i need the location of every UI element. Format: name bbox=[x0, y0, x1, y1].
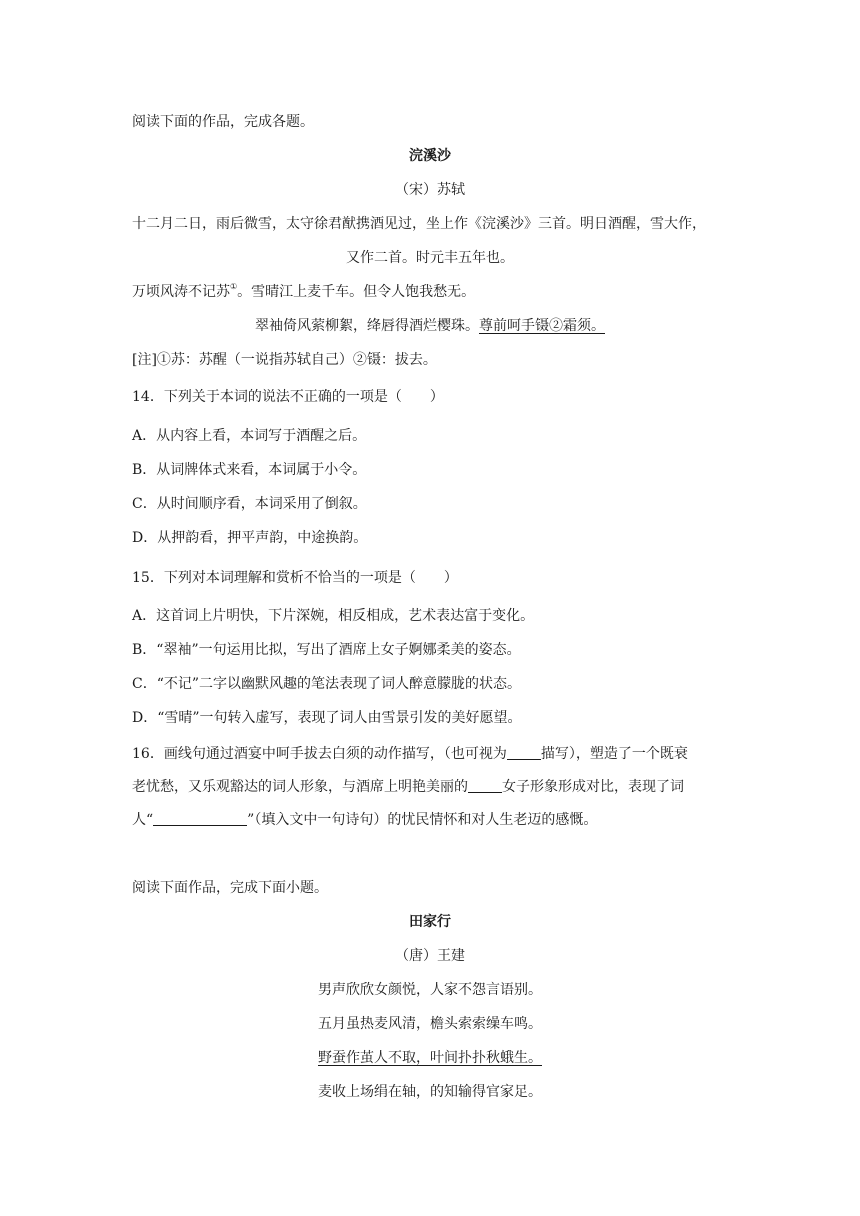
verse-1-rest: 。雪晴江上麦千车。但令人饱我愁无。 bbox=[237, 284, 476, 300]
poem-preface-line-2: 又作二首。时元丰五年也。 bbox=[346, 250, 514, 266]
poem-line-1: 男声欣欣女颜悦，人家不怨言语别。 bbox=[318, 982, 542, 998]
poem-title-2: 田家行 bbox=[409, 914, 451, 930]
q16-text: 16．画线句通过酒宴中呵手拔去白须的动作描写，（也可视为 bbox=[132, 746, 507, 762]
poem-author-2: （唐）王建 bbox=[395, 948, 465, 964]
poem-author-1: （宋）苏轼 bbox=[395, 182, 465, 198]
poem-verse-1 bbox=[132, 282, 475, 302]
footnote-marker-1: ① bbox=[230, 282, 238, 291]
question-16-line-2 bbox=[132, 777, 684, 797]
question-15-option-a: A．这首词上片明快，下片深婉，相反相成，艺术表达富于变化。 bbox=[132, 608, 535, 624]
q16-text: 人“ bbox=[132, 812, 154, 828]
question-14-option-b: B．从词牌体式来看，本词属于小令。 bbox=[132, 462, 367, 478]
answer-blank-2[interactable] bbox=[468, 778, 502, 793]
poem-note: [注]①苏：苏醒（一说指苏轼自己）②镊：拔去。 bbox=[132, 352, 437, 368]
answer-blank-3[interactable] bbox=[153, 811, 247, 826]
answer-blank-1[interactable] bbox=[507, 745, 541, 760]
q16-text: 老忧愁，又乐观豁达的词人形象，与酒席上明艳美丽的 bbox=[132, 779, 468, 795]
poem-line-4: 麦收上场绢在轴，的知输得官家足。 bbox=[318, 1084, 542, 1100]
poem-line-2: 五月虽热麦风清，檐头索索缲车鸣。 bbox=[318, 1016, 542, 1032]
poem-title-1: 浣溪沙 bbox=[409, 148, 451, 164]
question-15-option-d: D．“雪晴”一句转入虚写，表现了词人由雪景引发的美好愿望。 bbox=[132, 710, 522, 726]
poem-line-3-underlined: 野蚕作茧人不取，叶间扑扑秋蛾生。 bbox=[318, 1050, 542, 1066]
q16-text: 女子形象形成对比，表现了词 bbox=[502, 779, 684, 795]
instruction-1: 阅读下面的作品，完成各题。 bbox=[132, 114, 314, 130]
question-14-option-c: C．从时间顺序看，本词采用了倒叙。 bbox=[132, 496, 367, 512]
question-14-stem: 14．下列关于本词的说法不正确的一项是（ ） bbox=[132, 389, 444, 405]
q16-text: 描写），塑造了一个既衰 bbox=[540, 746, 688, 762]
verse-2-underlined: 尊前呵手镊②霜须。 bbox=[479, 318, 605, 334]
poem-preface-line-1: 十二月二日，雨后微雪，太守徐君猷携酒见过，坐上作《浣溪沙》三首。明日酒醒，雪大作， bbox=[132, 216, 706, 232]
verse-1-main: 万顷风涛不记苏 bbox=[132, 284, 230, 300]
question-14-option-d: D．从押韵看，押平声韵，中途换韵。 bbox=[132, 530, 368, 546]
verse-2-plain: 翠袖倚风萦柳絮，绛唇得酒烂樱珠。 bbox=[255, 318, 479, 334]
question-15-stem: 15．下列对本词理解和赏析不恰当的一项是（ ） bbox=[132, 570, 458, 586]
question-15-option-c: C．“不记”二字以幽默风趣的笔法表现了词人醉意朦胧的状态。 bbox=[132, 676, 522, 692]
question-14-option-a: A．从内容上看，本词写于酒醒之后。 bbox=[132, 428, 367, 444]
question-15-option-b: B．“翠袖”一句运用比拟，写出了酒席上女子婀娜柔美的姿态。 bbox=[132, 642, 521, 658]
q16-text: ”（填入文中一句诗句）的忧民情怀和对人生老迈的感慨。 bbox=[247, 812, 598, 828]
question-16-line-3 bbox=[132, 810, 597, 830]
instruction-2: 阅读下面作品，完成下面小题。 bbox=[132, 880, 328, 896]
question-16-line-1 bbox=[132, 744, 688, 764]
poem-verse-2 bbox=[0, 316, 860, 336]
